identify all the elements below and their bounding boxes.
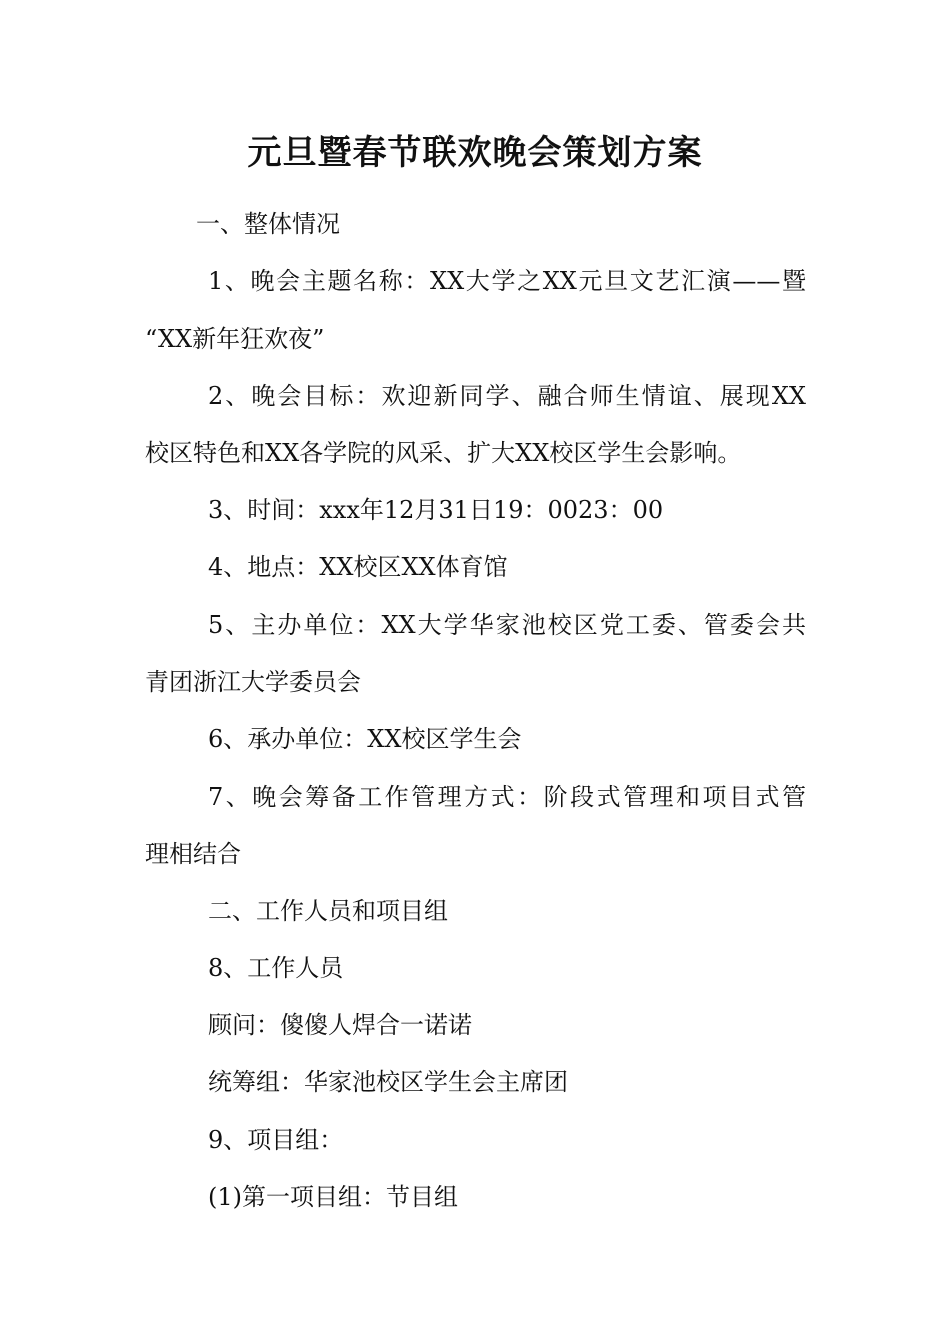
paragraph-line: 4、地点：XX校区XX体育馆 [208, 553, 508, 581]
document-title: 元旦暨春节联欢晚会策划方案 [247, 133, 703, 173]
paragraph-line: “XX新年狂欢夜” [145, 325, 325, 353]
paragraph-line: 2、晚会目标：欢迎新同学、融合师生情谊、展现XX [208, 382, 806, 410]
paragraph-line: 5、主办单位：XX大学华家池校区党工委、管委会共 [208, 611, 806, 639]
section-heading-staff: 二、工作人员和项目组 [208, 897, 448, 925]
paragraph-line: 青团浙江大学委员会 [145, 668, 361, 696]
paragraph-line: 校区特色和XX各学院的风采、扩大XX校区学生会影响。 [145, 439, 742, 467]
paragraph-line: 3、时间：xxx年12月31日19：0023：00 [208, 496, 664, 524]
paragraph-line: 理相结合 [145, 840, 241, 868]
paragraph-line: 7、晚会筹备工作管理方式：阶段式管理和项目式管 [208, 783, 806, 811]
paragraph-line: 顾问：傻傻人焊合一诺诺 [208, 1011, 472, 1039]
paragraph-line: 8、工作人员 [208, 954, 344, 982]
paragraph-line: 1、晚会主题名称：XX大学之XX元旦文艺汇演——暨 [208, 267, 806, 295]
paragraph-line: 统筹组：华家池校区学生会主席团 [208, 1068, 568, 1096]
paragraph-line: 9、项目组： [208, 1126, 344, 1154]
paragraph-line: (1)第一项目组：节目组 [208, 1183, 458, 1211]
section-heading-overview: 一、整体情况 [196, 210, 340, 238]
paragraph-line: 6、承办单位：XX校区学生会 [208, 725, 522, 753]
